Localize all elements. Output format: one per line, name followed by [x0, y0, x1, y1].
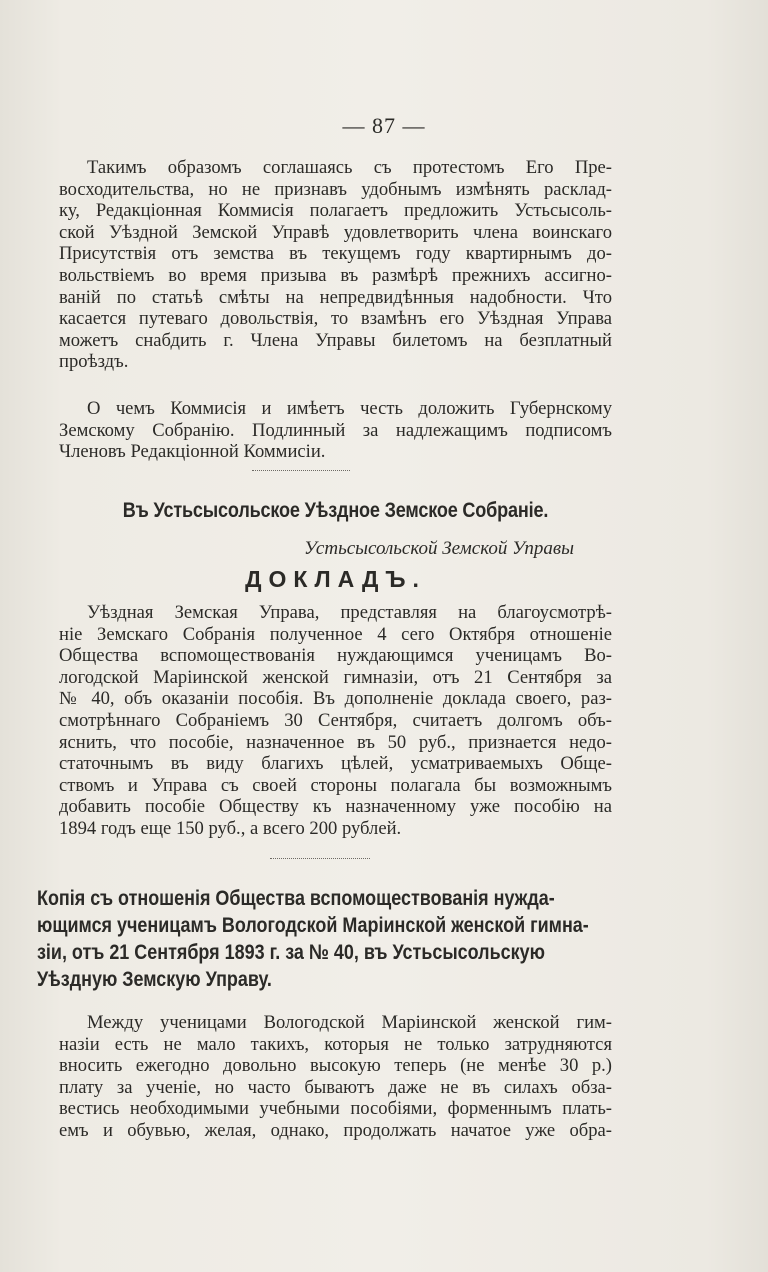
text-line: ніе Земскаго Собранія полученное 4 сего Октября отношеніе	[59, 623, 612, 645]
text-line: статочнымъ въ виду благихъ цѣлей, усматриваемыхъ Обще-	[59, 753, 612, 775]
paragraph-protest	[59, 157, 612, 373]
report-subtitle: Устьсысольской Земской Управы	[304, 538, 574, 559]
text-line: касается путеваго довольствія, то взамѣнъ его Уѣздная Управа	[59, 308, 612, 330]
text-line: вольствіемъ во время призыва въ размѣрѣ прежнихъ ассигно-	[59, 264, 612, 286]
dotted-separator	[270, 858, 370, 859]
text-line: ваній по статьѣ смѣты на непредвидѣнныя надобности. Что	[59, 286, 612, 308]
text-line: Присутствія отъ земства въ текущемъ году квартирнымъ до-	[59, 243, 612, 265]
text-line: О чемъ Коммисія и имѣетъ честь доложить Губернскому	[87, 398, 612, 419]
text-line: емъ и обувью, желая, однако, продолжать начатое уже обра-	[59, 1119, 612, 1141]
text-line: яснить, что пособіе, назначенное въ 50 руб., признается недо-	[59, 731, 612, 753]
heading-line: ющимся ученицамъ Вологодской Маріинской женской гимна-	[37, 914, 589, 937]
heading-line: Копія съ отношенія Общества вспомоществованія нужда-	[37, 887, 555, 910]
text-line: добавить пособіе Обществу къ назначенному уже пособію на	[59, 796, 612, 818]
text-line: 1894 годъ еще 150 руб., а всего 200 рублей.	[59, 817, 402, 839]
text-line: № 40, объ оказаніи пособія. Въ дополненіе доклада своего, раз-	[59, 688, 612, 710]
text-line: вестись необходимыми учебными пособіями, форменнымъ плать-	[59, 1098, 612, 1120]
text-line: смотрѣннаго Собраніемъ 30 Сентября, считаетъ долгомъ объ-	[59, 709, 612, 731]
copy-heading	[37, 885, 621, 993]
dotted-separator	[252, 470, 350, 471]
paragraph-report	[59, 602, 612, 840]
text-line: логодской Маріинской женской гимназіи, отъ 21 Сентября за	[59, 666, 612, 688]
text-line: Между ученицами Вологодской Маріинской женской гим-	[87, 1012, 612, 1033]
paragraph-letter	[59, 1012, 612, 1142]
text-line: назіи есть не мало такихъ, которыя не только затрудняются	[59, 1033, 612, 1055]
text-line: Общества вспомоществованія нуждающимся ученицамъ Во-	[59, 645, 612, 667]
text-line: плату за ученіе, но часто бываютъ даже не въ силахъ обза-	[59, 1076, 612, 1098]
page-number: — 87 —	[342, 113, 426, 138]
heading-line: зіи, отъ 21 Сентября 1893 г. за № 40, въ Устьсысольскую	[37, 941, 545, 964]
text-line: Земскому Собранію. Подлинный за надлежащимъ подписомъ	[59, 419, 612, 441]
paragraph-commission	[59, 398, 612, 463]
text-line: проѣздъ.	[59, 351, 129, 373]
section-heading: Въ Устьсысольское Уѣздное Земское Собраніе.	[122, 499, 549, 522]
heading-line: Уѣздную Земскую Управу.	[37, 968, 272, 991]
text-line: Членовъ Редакціонной Коммисіи.	[59, 441, 326, 463]
text-line: можетъ снабдить г. Члена Управы билетомъ на безплатный	[59, 329, 612, 351]
report-title: ДОКЛАДЪ.	[245, 566, 426, 592]
text-line: вносить ежегодно довольно высокую теперь (не менѣе 30 р.)	[59, 1055, 612, 1077]
text-line: ку, Редакціонная Коммисія полагаетъ предложить Устьсысоль-	[59, 200, 612, 222]
text-line: Уѣздная Земская Управа, представляя на благоусмотрѣ-	[87, 602, 612, 623]
text-line: восходительства, но не признавъ удобнымъ измѣнять расклад-	[59, 178, 612, 200]
text-line: Такимъ образомъ соглашаясь съ протестомъ Его Пре-	[87, 157, 612, 178]
text-line: ствомъ и Управа съ своей стороны полагала бы возможнымъ	[59, 774, 612, 796]
text-line: ской Уѣздной Земской Управѣ удовлетворить члена воинскаго	[59, 221, 612, 243]
